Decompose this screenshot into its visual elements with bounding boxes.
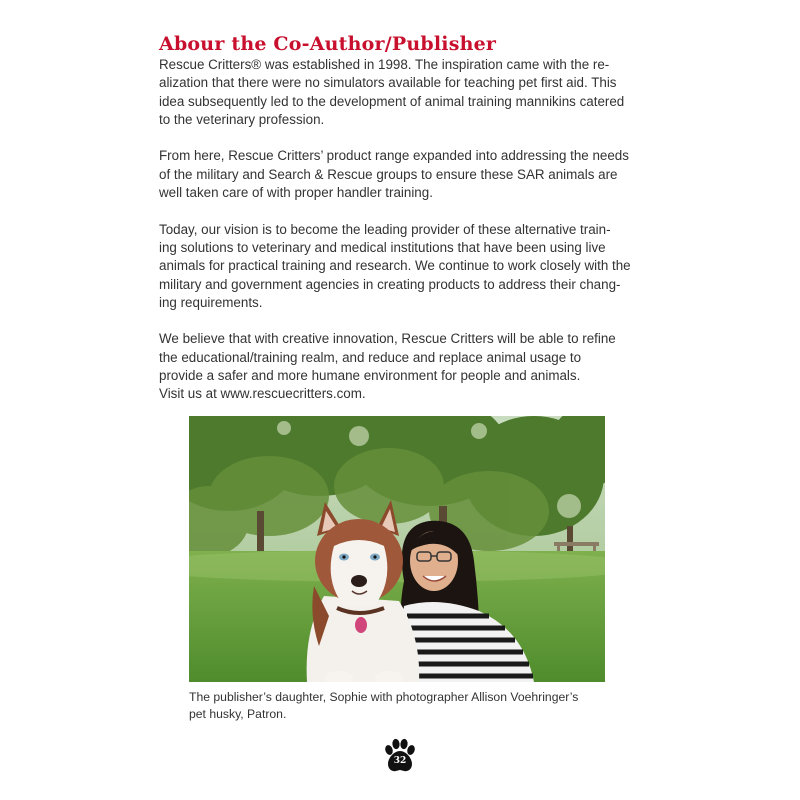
text-line: well taken care of with proper handler training. <box>159 185 433 201</box>
page-number: 32 <box>393 756 407 766</box>
text-line: to the veterinary profession. <box>159 111 325 127</box>
text-line: Today, our vision is to become the leading provider of these alternative train- <box>159 221 611 237</box>
caption-line: The publisher’s daughter, Sophie with photographer Allison Voehringer’s <box>189 690 579 704</box>
text-line: We believe that with creative innovation, Rescue Critters will be able to refine <box>159 331 616 347</box>
text-line: Rescue Critters® was established in 1998. The inspiration came with the re- <box>159 57 610 72</box>
body-text <box>159 56 645 404</box>
text-line: the educational/training realm, and reduce and replace animal usage to <box>159 349 582 365</box>
photo-girl-with-husky <box>189 416 605 682</box>
paragraph-vision <box>159 221 645 312</box>
text-line: Visit us at www.rescuecritters.com. <box>159 386 366 402</box>
paragraph-belief <box>159 330 645 403</box>
text-line: ing solutions to veterinary and medical institutions that have been using live <box>159 239 606 255</box>
text-line: animals for practical training and research. We continue to work closely with the <box>159 258 631 274</box>
paragraph-product-range <box>159 147 645 202</box>
text-line: military and government agencies in creating products to address their chang- <box>159 276 621 292</box>
text-line: ing requirements. <box>159 294 263 310</box>
text-line: provide a safer and more humane environment for people and animals. <box>159 368 581 384</box>
caption-line: pet husky, Patron. <box>189 706 287 721</box>
text-line: From here, Rescue Critters’ product range expanded into addressing the needs <box>159 148 629 164</box>
text-line: idea subsequently led to the development of animal training mannikins catered <box>159 93 625 109</box>
text-line: of the military and Search & Rescue groups to ensure these SAR animals are <box>159 166 618 182</box>
photo-caption <box>189 689 609 722</box>
paragraph-history <box>159 56 645 129</box>
text-line: alization that there were no simulators available for teaching pet first aid. This <box>159 75 617 91</box>
page-heading: Abour the Co-Author/Publisher <box>159 33 497 55</box>
